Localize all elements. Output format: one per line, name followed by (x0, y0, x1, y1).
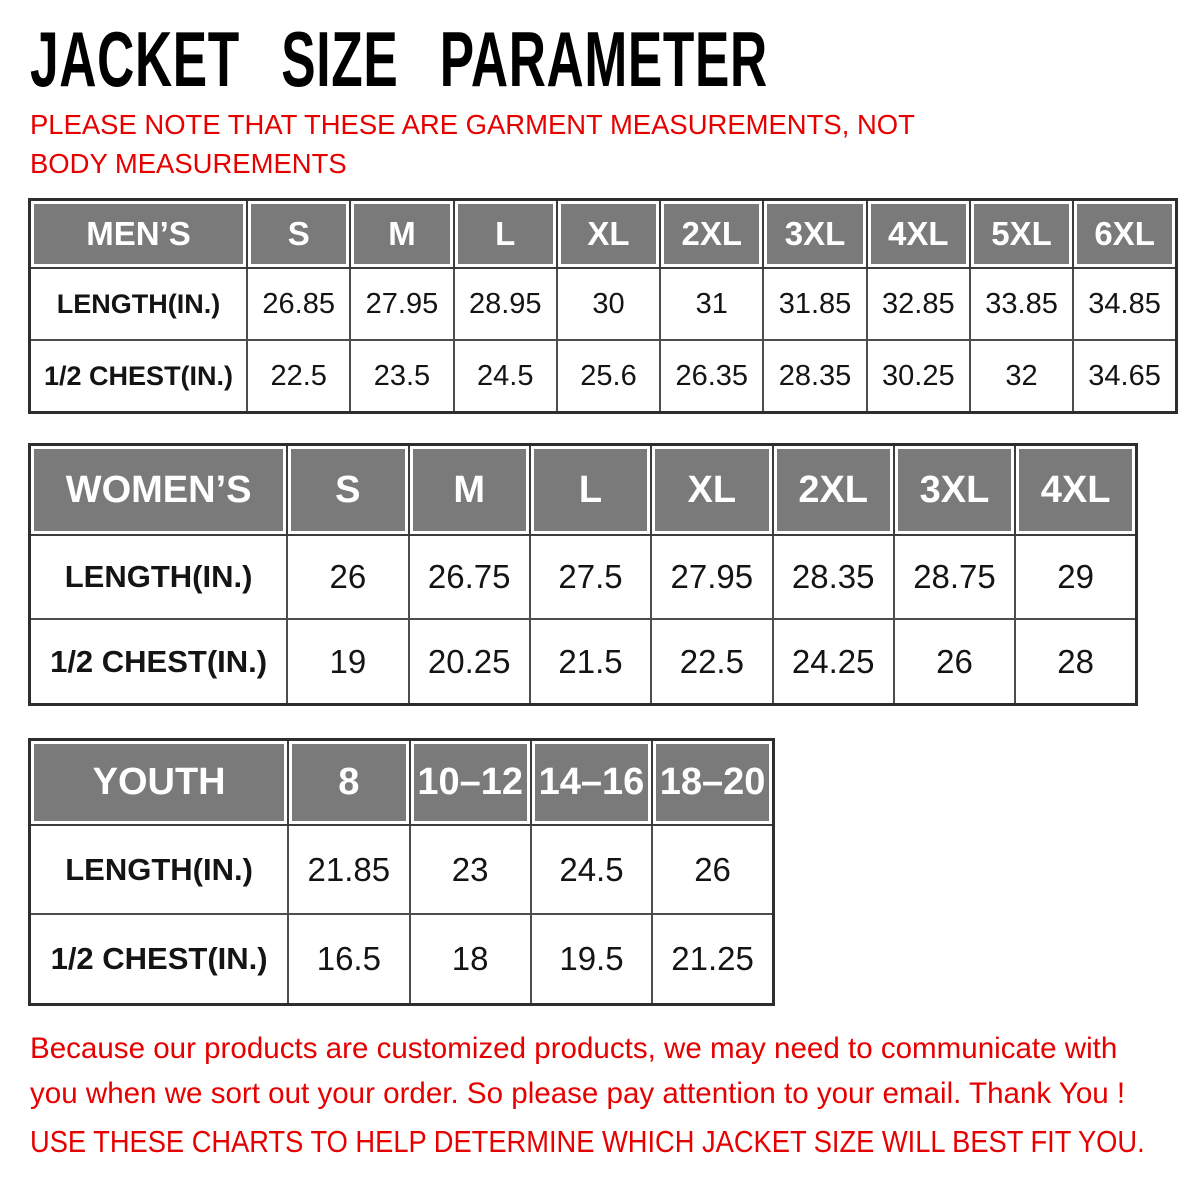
womens-value-cell-0-6: 29 (1015, 535, 1136, 619)
womens-header-row (30, 445, 1137, 536)
womens-value-cell-1-3: 22.5 (651, 619, 772, 705)
youth-size-header-cell-3: 18–20 (652, 740, 773, 826)
mens-header-row (30, 200, 1177, 269)
youth-value-cell-0-1: 23 (410, 825, 531, 914)
mens-value-cell-1-1: 23.5 (350, 340, 453, 413)
womens-value-cell-0-2: 27.5 (530, 535, 651, 619)
mens-size-header-cell-2: L (454, 200, 557, 269)
mens-size-header-cell-6: 4XL (867, 200, 970, 269)
youth-value-cell-0-3: 26 (652, 825, 773, 914)
mens-value-cell-1-5: 28.35 (763, 340, 866, 413)
womens-size-header-cell-4: 2XL (773, 445, 894, 536)
womens-value-cell-1-1: 20.25 (409, 619, 530, 705)
mens-group-label-cell: MEN’S (30, 200, 248, 269)
womens-value-cell-1-5: 26 (894, 619, 1015, 705)
womens-size-header-cell-5: 3XL (894, 445, 1015, 536)
youth-value-cell-1-2: 19.5 (531, 914, 652, 1005)
mens-value-cell-0-7: 33.85 (970, 268, 1073, 340)
mens-size-header-cell-3: XL (557, 200, 660, 269)
youth-size-header-cell-1: 10–12 (410, 740, 531, 826)
youth-size-header-cell-0: 8 (288, 740, 409, 826)
youth-row-label-cell-0: LENGTH(IN.) (30, 825, 289, 914)
womens-size-header-cell-2: L (530, 445, 651, 536)
mens-row-label-cell-1: 1/2 CHEST(IN.) (30, 340, 248, 413)
garment-measurement-note: PLEASE NOTE THAT THESE ARE GARMENT MEASUREMENTS, NOT BODY MEASUREMENTS (30, 109, 915, 179)
mens-value-cell-1-3: 25.6 (557, 340, 660, 413)
mens-value-cell-0-8: 34.85 (1073, 268, 1176, 340)
mens-data-row-1 (30, 340, 1177, 413)
mens-size-table (28, 198, 1178, 414)
mens-value-cell-1-0: 22.5 (247, 340, 350, 413)
mens-value-cell-1-6: 30.25 (867, 340, 970, 413)
youth-group-label-cell: YOUTH (30, 740, 289, 826)
womens-group-label-cell: WOMEN’S (30, 445, 288, 536)
womens-value-cell-0-1: 26.75 (409, 535, 530, 619)
mens-value-cell-0-6: 32.85 (867, 268, 970, 340)
mens-value-cell-0-5: 31.85 (763, 268, 866, 340)
womens-data-row-1 (30, 619, 1137, 705)
mens-value-cell-1-8: 34.65 (1073, 340, 1176, 413)
mens-size-header-cell-5: 3XL (763, 200, 866, 269)
youth-data-row-1 (30, 914, 774, 1005)
mens-data-row-0 (30, 268, 1177, 340)
mens-value-cell-1-7: 32 (970, 340, 1073, 413)
mens-size-header-cell-1: M (350, 200, 453, 269)
youth-header-row (30, 740, 774, 826)
mens-size-table-host (28, 198, 1178, 414)
youth-size-table-host (28, 738, 775, 1006)
womens-size-header-cell-6: 4XL (1015, 445, 1136, 536)
mens-value-cell-0-0: 26.85 (247, 268, 350, 340)
mens-size-header-cell-8: 6XL (1073, 200, 1176, 269)
mens-value-cell-0-2: 28.95 (454, 268, 557, 340)
mens-size-header-cell-0: S (247, 200, 350, 269)
womens-value-cell-1-2: 21.5 (530, 619, 651, 705)
womens-data-row-0 (30, 535, 1137, 619)
womens-value-cell-0-5: 28.75 (894, 535, 1015, 619)
page-title: JACKET SIZE PARAMETER (30, 15, 768, 103)
womens-row-label-cell-1: 1/2 CHEST(IN.) (30, 619, 288, 705)
youth-size-header-cell-2: 14–16 (531, 740, 652, 826)
mens-value-cell-0-3: 30 (557, 268, 660, 340)
youth-value-cell-1-1: 18 (410, 914, 531, 1005)
womens-size-table (28, 443, 1138, 706)
mens-value-cell-1-2: 24.5 (454, 340, 557, 413)
womens-value-cell-1-4: 24.25 (773, 619, 894, 705)
youth-value-cell-0-0: 21.85 (288, 825, 409, 914)
customization-notice: Because our products are customized products, we may need to communicate with you when we sort out your order. So please pay attention to your email. Thank You ! (30, 1032, 1126, 1110)
womens-value-cell-0-3: 27.95 (651, 535, 772, 619)
womens-size-header-cell-0: S (287, 445, 408, 536)
chart-usage-hint: USE THESE CHARTS TO HELP DETERMINE WHICH JACKET SIZE WILL BEST FIT YOU. (30, 1124, 1145, 1159)
youth-row-label-cell-1: 1/2 CHEST(IN.) (30, 914, 289, 1005)
womens-size-table-host (28, 443, 1138, 706)
womens-value-cell-0-0: 26 (287, 535, 408, 619)
mens-value-cell-0-4: 31 (660, 268, 763, 340)
youth-value-cell-1-0: 16.5 (288, 914, 409, 1005)
womens-value-cell-1-0: 19 (287, 619, 408, 705)
youth-value-cell-1-3: 21.25 (652, 914, 773, 1005)
mens-value-cell-0-1: 27.95 (350, 268, 453, 340)
youth-size-table (28, 738, 775, 1006)
youth-data-row-0 (30, 825, 774, 914)
womens-size-header-cell-1: M (409, 445, 530, 536)
womens-row-label-cell-0: LENGTH(IN.) (30, 535, 288, 619)
mens-size-header-cell-4: 2XL (660, 200, 763, 269)
youth-value-cell-0-2: 24.5 (531, 825, 652, 914)
womens-size-header-cell-3: XL (651, 445, 772, 536)
mens-row-label-cell-0: LENGTH(IN.) (30, 268, 248, 340)
mens-size-header-cell-7: 5XL (970, 200, 1073, 269)
womens-value-cell-1-6: 28 (1015, 619, 1136, 705)
mens-value-cell-1-4: 26.35 (660, 340, 763, 413)
womens-value-cell-0-4: 28.35 (773, 535, 894, 619)
